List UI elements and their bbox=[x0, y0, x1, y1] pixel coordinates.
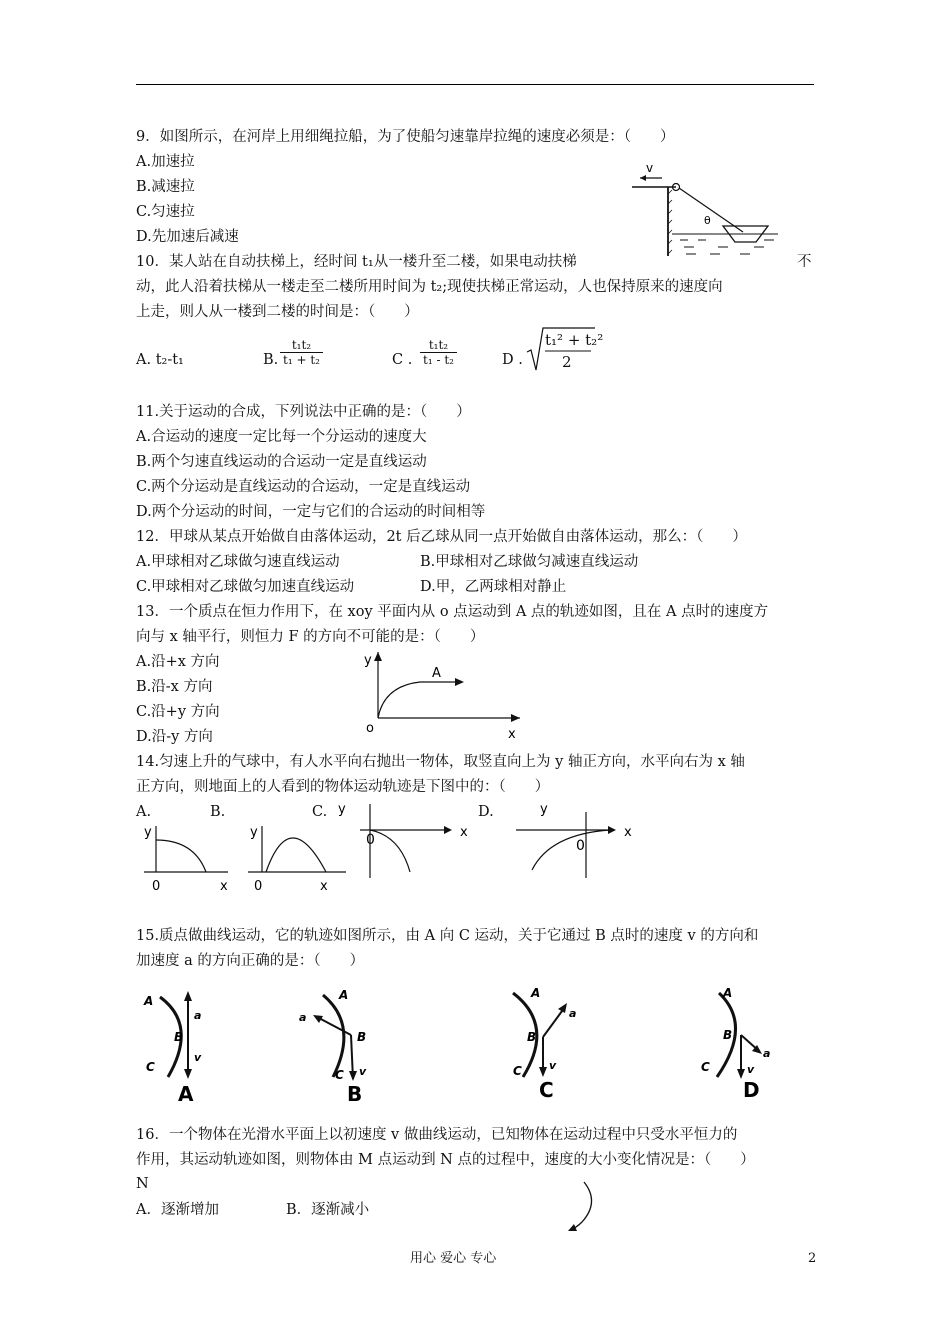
q12-option-a: A.甲球相对乙球做匀速直线运动 bbox=[136, 554, 340, 570]
q10-line3: 上走，则人从一楼到二楼的时间是：（ ） bbox=[136, 304, 419, 320]
q10-c-denominator: t₁ - t₂ bbox=[423, 353, 454, 367]
q13-line1: 13．一个质点在恒力作用下，在 xoy 平面内从 o 点运动到 A 点的轨迹如图，且在 A 点时的速度方 bbox=[136, 604, 769, 620]
q13-option-b: B.沿-x 方向 bbox=[136, 679, 213, 695]
q12-option-d: D.甲，乙两球相对静止 bbox=[420, 579, 567, 595]
q15a-c-point: C bbox=[146, 1060, 155, 1074]
q16-trajectory-figure bbox=[560, 1178, 605, 1240]
q13-line2: 向与 x 轴平行，则恒力 F 的方向不可能的是：（ ） bbox=[136, 629, 485, 645]
q15-option-c-figure bbox=[505, 985, 600, 1105]
q14a-zero-label: 0 bbox=[152, 879, 161, 894]
q14d-y-label: y bbox=[540, 802, 548, 817]
q12-stem: 12．甲球从某点开始做自由落体运动，2t 后乙球从同一点开始做自由落体运动，那么：（ ） bbox=[136, 529, 747, 545]
q15a-acc-label: a bbox=[194, 1009, 202, 1022]
footer-slogan: 用心 爱心 专心 bbox=[410, 1251, 497, 1266]
q15b-a-point: A bbox=[339, 988, 349, 1002]
q13-y-label: y bbox=[364, 653, 372, 668]
q16-n-label: N bbox=[136, 1176, 149, 1192]
q15d-acc-label: a bbox=[763, 1047, 771, 1060]
q13-option-d: D.沿-y 方向 bbox=[136, 729, 213, 745]
q11-option-a: A.合运动的速度一定比每一个分运动的速度大 bbox=[136, 429, 427, 445]
q10-option-c-prefix: C . bbox=[392, 352, 413, 368]
q15d-b-point: B bbox=[723, 1028, 733, 1042]
q12-option-c: C.甲球相对乙球做匀加速直线运动 bbox=[136, 579, 355, 595]
q13-option-c: C.沿+y 方向 bbox=[136, 704, 220, 720]
q10-b-numerator: t₁t₂ bbox=[280, 338, 323, 353]
q15a-b-point: B bbox=[174, 1030, 184, 1044]
q10-b-denominator: t₁ + t₂ bbox=[283, 353, 320, 367]
q15b-c-point: C bbox=[335, 1068, 344, 1082]
q14-graph-d bbox=[510, 798, 640, 888]
q14a-y-label: y bbox=[144, 825, 152, 840]
q15c-a-point: A bbox=[531, 986, 541, 1000]
q15c-caption: C bbox=[539, 1078, 554, 1102]
q15c-c-point: C bbox=[513, 1064, 522, 1078]
q15-option-d-figure bbox=[695, 985, 790, 1105]
q14b-x-label: x bbox=[320, 879, 328, 894]
q14-label-d: D. bbox=[478, 804, 494, 820]
q15b-caption: B bbox=[347, 1082, 363, 1105]
q10-option-b-prefix: B. bbox=[263, 352, 279, 368]
q13-o-label: o bbox=[366, 721, 374, 736]
header-rule bbox=[136, 84, 814, 85]
q11-option-d: D.两个分运动的时间，一定与它们的合运动的时间相等 bbox=[136, 504, 486, 520]
q10-c-numerator: t₁t₂ bbox=[420, 338, 457, 353]
q14b-zero-label: 0 bbox=[254, 879, 263, 894]
q13-x-label: x bbox=[508, 727, 516, 742]
q13-a-label: A bbox=[432, 666, 441, 681]
q15a-vel-label: v bbox=[194, 1051, 202, 1064]
q10-line2: 动，此人沿着扶梯从一楼走至二楼所用时间为 t₂;现使扶梯正常运动，人也保持原来的速度向 bbox=[136, 279, 723, 295]
q10-d-numerator: t₁² + t₂² bbox=[545, 331, 604, 349]
q13-option-a: A.沿+x 方向 bbox=[136, 654, 220, 670]
q10-line1: 10．某人站在自动扶梯上，经时间 t₁从一楼升至二楼，如果电动扶梯 bbox=[136, 254, 577, 270]
q15c-vel-label: v bbox=[549, 1059, 557, 1072]
q9-option-d: D.先加速后减速 bbox=[136, 229, 239, 245]
q9-option-a: A.加速拉 bbox=[136, 154, 195, 170]
q15d-a-point: A bbox=[723, 986, 733, 1000]
q14d-zero-label: 0 bbox=[576, 838, 585, 854]
q15-line1: 15.质点做曲线运动，它的轨迹如图所示，由 A 向 C 运动，关于它通过 B 点时的速度 v 的方向和 bbox=[136, 928, 759, 944]
q13-trajectory-figure bbox=[360, 648, 535, 743]
q14b-y-label: y bbox=[250, 825, 258, 840]
q16-line2: 作用，其运动轨迹如图，则物体由 M 点运动到 N 点的过程中，速度的大小变化情况是：（ ） bbox=[136, 1152, 755, 1168]
q15b-b-point: B bbox=[357, 1030, 367, 1044]
q15b-vel-label: v bbox=[359, 1065, 367, 1078]
q15c-b-point: B bbox=[527, 1030, 537, 1044]
q15-line2: 加速度 a 的方向正确的是：（ ） bbox=[136, 953, 365, 969]
q10-option-b-fraction bbox=[280, 338, 323, 367]
q10-d-denominator: 2 bbox=[562, 353, 572, 371]
q14c-x-label: x bbox=[460, 825, 468, 840]
q16-option-a: A．逐渐增加 bbox=[136, 1202, 219, 1218]
q15a-caption: A bbox=[178, 1082, 194, 1105]
q15a-a-point: A bbox=[144, 994, 154, 1008]
q14d-x-label: x bbox=[624, 825, 632, 840]
q11-option-c: C.两个分运动是直线运动的合运动，一定是直线运动 bbox=[136, 479, 471, 495]
q16-option-b: B．逐渐减小 bbox=[286, 1202, 370, 1218]
q9-theta-label: θ bbox=[704, 214, 711, 227]
q15-option-a-figure bbox=[140, 985, 230, 1105]
q10-option-a: A. t₂-t₁ bbox=[136, 352, 184, 368]
q14-label-a: A. bbox=[136, 804, 152, 820]
q12-option-b: B.甲球相对乙球做匀减速直线运动 bbox=[420, 554, 639, 570]
page-number: 2 bbox=[808, 1251, 817, 1266]
q15d-caption: D bbox=[743, 1078, 760, 1102]
q10-line1-end: 不 bbox=[797, 254, 812, 270]
q15b-acc-label: a bbox=[299, 1011, 307, 1024]
q15c-acc-label: a bbox=[569, 1007, 577, 1020]
q11-option-b: B.两个匀速直线运动的合运动一定是直线运动 bbox=[136, 454, 427, 470]
q9-option-c: C.匀速拉 bbox=[136, 204, 195, 220]
q15d-c-point: C bbox=[701, 1060, 710, 1074]
q15-option-b-figure bbox=[295, 985, 390, 1105]
q14-graph-a bbox=[136, 820, 236, 895]
q9-option-b: B.减速拉 bbox=[136, 179, 195, 195]
q14-label-b: B. bbox=[210, 804, 226, 820]
q10-option-d-prefix: D . bbox=[502, 352, 523, 368]
q14a-x-label: x bbox=[220, 879, 228, 894]
q14-line1: 14.匀速上升的气球中，有人水平向右抛出一物体，取竖直向上为 y 轴正方向，水平向右为 x 轴 bbox=[136, 754, 745, 770]
q10-option-c-fraction bbox=[420, 338, 457, 367]
q14-label-c: C. bbox=[312, 804, 328, 820]
q14c-y-label: y bbox=[338, 802, 346, 817]
q9-stem: 9．如图所示，在河岸上用细绳拉船，为了使船匀速靠岸拉绳的速度必须是：（ ） bbox=[136, 129, 675, 145]
q9-v-label: v bbox=[646, 161, 654, 175]
q16-line1: 16．一个物体在光滑水平面上以初速度 v 做曲线运动，已知物体在运动过程中只受水平恒力的 bbox=[136, 1127, 738, 1143]
q14c-zero-label: 0 bbox=[366, 832, 375, 848]
q14-graph-c bbox=[330, 798, 480, 888]
q14-line2: 正方向，则地面上的人看到的物体运动轨迹是下图中的：（ ） bbox=[136, 779, 550, 795]
q11-stem: 11.关于运动的合成，下列说法中正确的是：（ ） bbox=[136, 404, 471, 420]
q15d-vel-label: v bbox=[747, 1063, 755, 1076]
q9-river-boat-figure bbox=[628, 160, 788, 260]
